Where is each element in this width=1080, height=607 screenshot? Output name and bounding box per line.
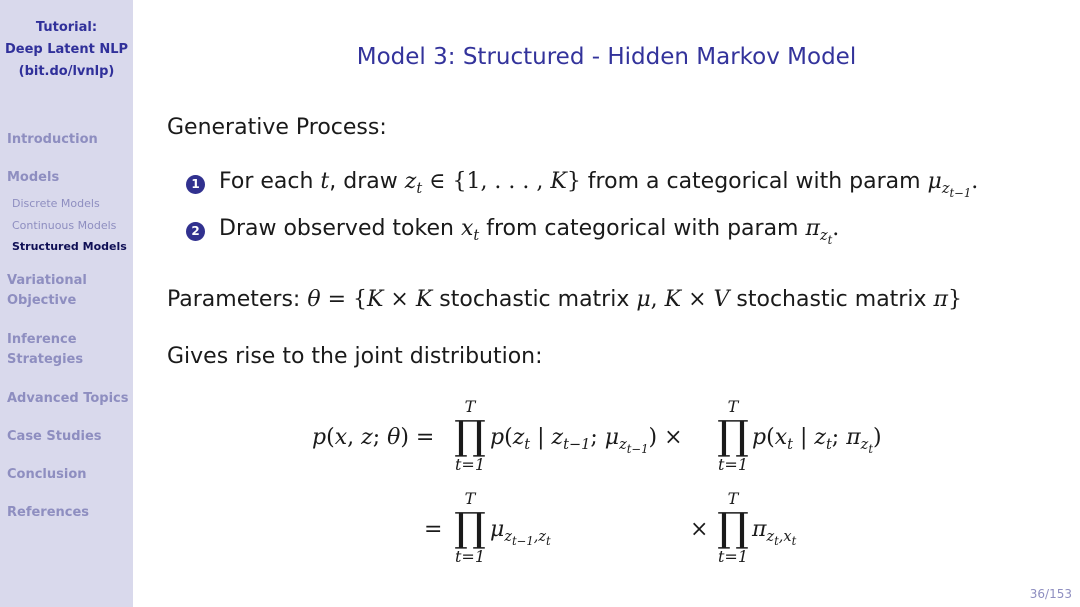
nav-models[interactable]: Models xyxy=(7,170,60,185)
nav-case-studies[interactable]: Case Studies xyxy=(7,429,102,444)
times-sign: × xyxy=(690,517,709,542)
step-1: For each t, draw $z_t$ ∈ {1, . . . , K} from a categorical with param $\mu_{z_{t-1}}$. xyxy=(219,169,979,201)
nav-variational[interactable]: Variational xyxy=(7,273,87,288)
title-line-1: Tutorial: xyxy=(35,20,98,35)
generative-heading: Generative Process: xyxy=(167,115,387,140)
transition-param: $\mu_{z_{t-1},z_t}$ xyxy=(490,517,551,549)
step-2: Draw observed token $x_t$ from categorical with param $\pi_{z_t}$. xyxy=(219,216,840,248)
nav-objective[interactable]: Objective xyxy=(7,293,77,308)
title-line-2: Deep Latent NLP xyxy=(4,42,129,57)
nav-inference[interactable]: Inference xyxy=(7,332,77,347)
product-operator-2: T ∏ t=1 xyxy=(717,397,749,474)
equals-sign: = xyxy=(424,517,443,542)
nav-strategies[interactable]: Strategies xyxy=(7,352,84,367)
emission-term: $p(x_t$ | $z_t$; $\pi_{z_t}$) xyxy=(752,425,882,457)
joint-lhs: p(x, z; θ) = xyxy=(312,425,435,450)
presentation-title[interactable] xyxy=(0,17,133,83)
product-operator-4: T ∏ t=1 xyxy=(717,489,749,566)
nav-references[interactable]: References xyxy=(7,505,90,520)
nav-structured-models[interactable]: Structured Models xyxy=(12,240,127,253)
enum-bullet-2: 2 xyxy=(186,222,205,241)
product-operator-3: T ∏ t=1 xyxy=(454,489,486,566)
nav-advanced-topics[interactable]: Advanced Topics xyxy=(7,391,129,406)
sidebar xyxy=(0,0,133,607)
nav-introduction[interactable]: Introduction xyxy=(7,132,98,147)
transition-term: $p(z_t$ | $z_{t-1}$; $\mu_{z_{t-1}}$) × xyxy=(490,425,683,457)
product-operator-1: T ∏ t=1 xyxy=(454,397,486,474)
page-number: 36/153 xyxy=(1029,587,1072,601)
frame-title: Model 3: Structured - Hidden Markov Model xyxy=(356,44,857,70)
nav-continuous-models[interactable]: Continuous Models xyxy=(12,219,117,232)
emission-param: $\pi_{z_t,x_t}$ xyxy=(752,517,797,549)
nav-conclusion[interactable]: Conclusion xyxy=(7,467,87,482)
parameters-line: Parameters: θ = {K × K stochastic matrix μ, K × V stochastic matrix π} xyxy=(167,287,962,312)
joint-heading: Gives rise to the joint distribution: xyxy=(167,344,543,369)
title-line-3: (bit.do/lvnlp) xyxy=(18,64,115,79)
nav-discrete-models[interactable]: Discrete Models xyxy=(12,197,100,210)
enum-bullet-1: 1 xyxy=(186,175,205,194)
